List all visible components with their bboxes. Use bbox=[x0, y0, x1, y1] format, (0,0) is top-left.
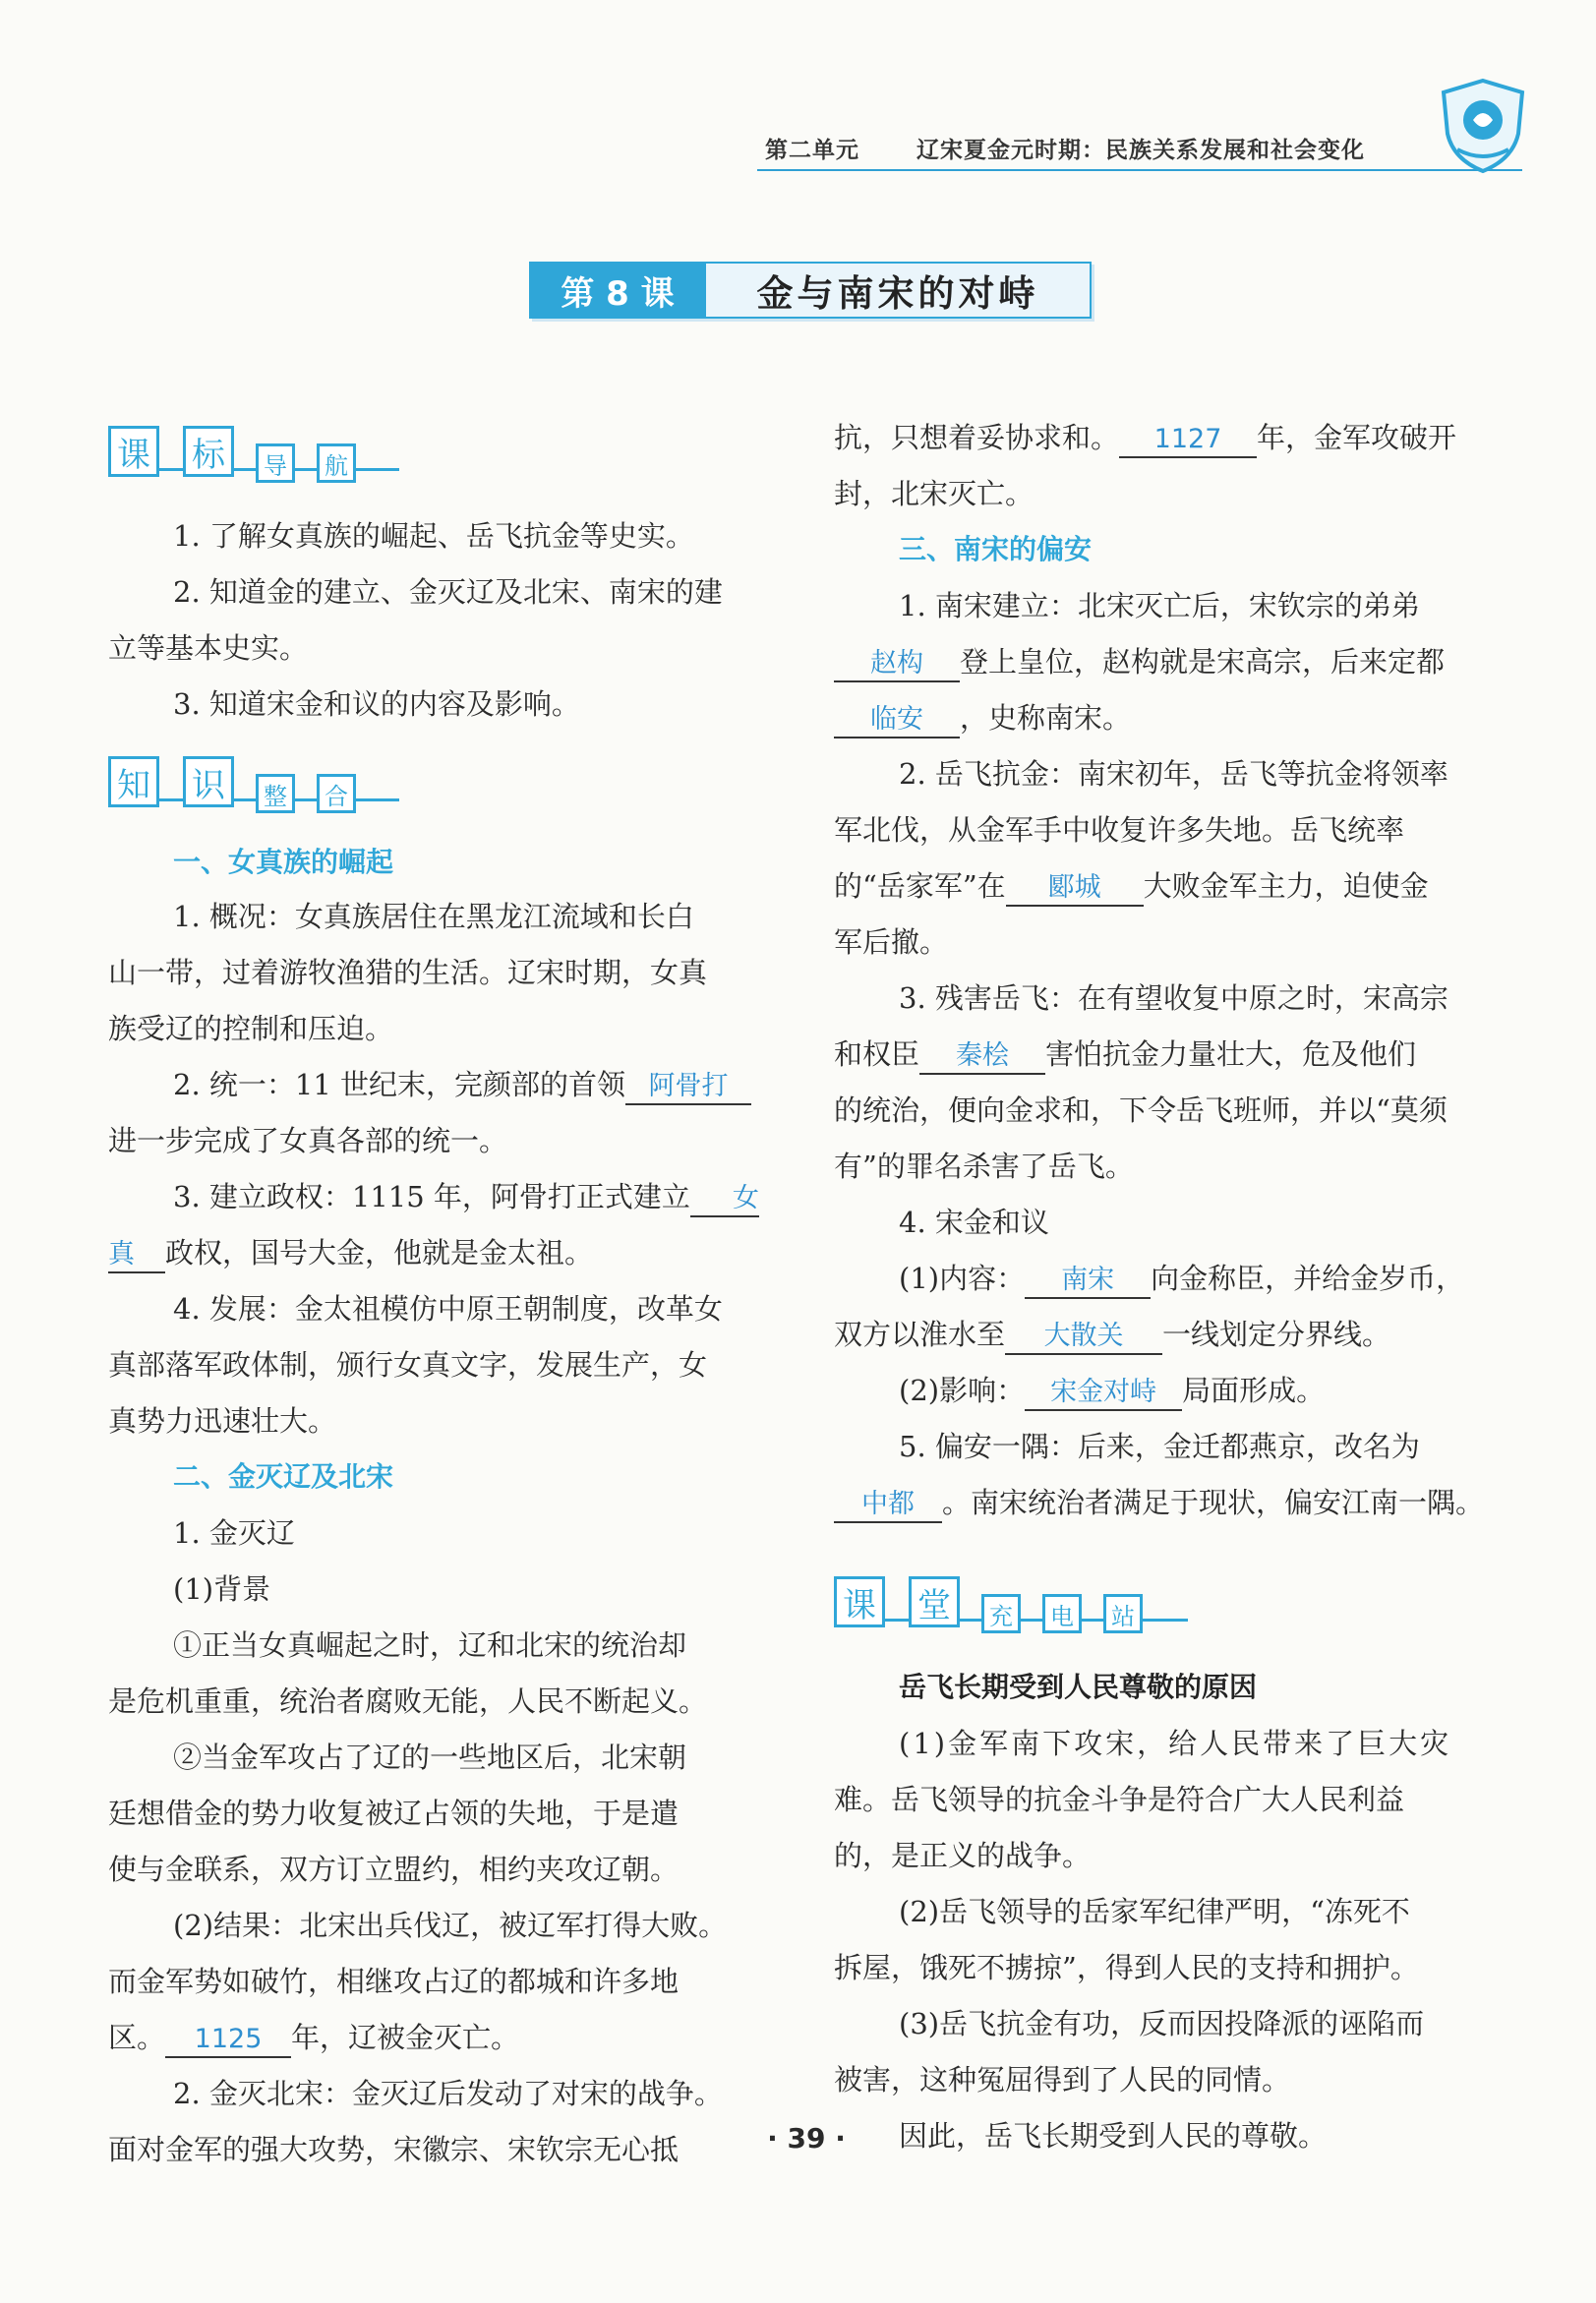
text-segment: 3. 建立政权：1115 年，阿骨打正式建立 bbox=[173, 1180, 690, 1213]
text-line: 2. 岳飞抗金：南宋初年，岳飞等抗金将领率 bbox=[899, 757, 1448, 791]
text-line bbox=[834, 1313, 1390, 1355]
lesson-title: 金与南宋的对峙 bbox=[706, 262, 1092, 319]
answer-blank: 郾城 bbox=[1006, 871, 1144, 907]
text-line bbox=[173, 1063, 751, 1105]
answer-blank: 女 bbox=[690, 1182, 759, 1217]
text-segment: 局面形成。 bbox=[1182, 1374, 1326, 1407]
tab-char: 课 bbox=[834, 1576, 885, 1627]
tab-char: 充 bbox=[981, 1594, 1021, 1633]
goal-2: 2. 知道金的建立、金灭辽及北宋、南宋的建 bbox=[173, 575, 723, 609]
text-line: 族受辽的控制和压迫。 bbox=[108, 1012, 394, 1045]
text-line: 1. 金灭辽 bbox=[173, 1516, 295, 1550]
text-segment: 2. 统一：11 世纪末，完颜部的首领 bbox=[173, 1068, 626, 1101]
section-1-heading: 一、女真族的崛起 bbox=[173, 846, 394, 878]
text-segment: (1)内容： bbox=[899, 1262, 1026, 1295]
text-line: 4. 发展：金太祖模仿中原王朝制度，改革女 bbox=[173, 1292, 723, 1326]
text-line: 封，北宋灭亡。 bbox=[834, 477, 1034, 510]
section-2-heading: 二、金灭辽及北宋 bbox=[173, 1460, 394, 1493]
text-line bbox=[899, 1257, 1464, 1299]
text-line: ①正当女真崛起之时，辽和北宋的统治却 bbox=[173, 1628, 687, 1662]
text-line bbox=[834, 1033, 1416, 1075]
text-segment: 。南宋统治者满足于现状，偏安江南一隅。 bbox=[942, 1486, 1485, 1519]
tab-char: 标 bbox=[183, 426, 234, 477]
text-line: 1. 南宋建立：北宋灭亡后，宋钦宗的弟弟 bbox=[899, 589, 1420, 622]
text-line: 3. 残害岳飞：在有望收复中原之时，宋高宗 bbox=[899, 981, 1448, 1015]
answer-blank: 真 bbox=[108, 1238, 165, 1273]
tab-char: 航 bbox=[317, 443, 356, 483]
text-line bbox=[834, 640, 1445, 682]
text-segment: 害怕抗金力量壮大，危及他们 bbox=[1045, 1037, 1417, 1071]
text-line: (2)结果：北宋出兵伐辽，被辽军打得大败。 bbox=[173, 1909, 728, 1942]
text-line: 的，是正义的战争。 bbox=[834, 1839, 1092, 1872]
text-line: (1)金军南下攻宋，给人民带来了巨大灾 bbox=[899, 1727, 1452, 1760]
text-line: 2. 金灭北宋：金灭辽后发动了对宋的战争。 bbox=[173, 2077, 723, 2110]
answer-blank: 南宋 bbox=[1025, 1264, 1151, 1299]
tab-char: 知 bbox=[108, 756, 159, 807]
text-line: 是危机重重，统治者腐败无能，人民不断起义。 bbox=[108, 1684, 708, 1718]
answer-blank: 秦桧 bbox=[919, 1039, 1045, 1075]
text-segment: 一线划定分界线。 bbox=[1162, 1318, 1391, 1351]
text-line: 的统治，便向金求和，下令岳飞班师，并以“莫须 bbox=[834, 1093, 1448, 1127]
text-line: 使与金联系，双方订立盟约，相约夹攻辽朝。 bbox=[108, 1853, 680, 1886]
goal-2-cont: 立等基本史实。 bbox=[108, 631, 309, 665]
text-segment: 政权，国号大金，他就是金太祖。 bbox=[165, 1236, 594, 1270]
text-line bbox=[834, 864, 1429, 907]
tab-char: 站 bbox=[1103, 1594, 1143, 1633]
text-line: 拆屋，饿死不掳掠”，得到人民的支持和拥护。 bbox=[834, 1951, 1419, 1984]
tab-class-charge bbox=[834, 1576, 1188, 1635]
text-line: 有”的罪名杀害了岳飞。 bbox=[834, 1150, 1134, 1183]
text-line bbox=[834, 1481, 1484, 1523]
answer-blank: 1125 bbox=[165, 2023, 291, 2058]
text-segment: 和权臣 bbox=[834, 1037, 920, 1071]
text-segment: 双方以淮水至 bbox=[834, 1318, 1006, 1351]
tab-char: 整 bbox=[256, 774, 295, 813]
text-segment: 的“岳家军”在 bbox=[834, 869, 1006, 903]
text-line bbox=[108, 1231, 593, 1273]
school-badge-icon bbox=[1436, 77, 1530, 175]
answer-blank: 中都 bbox=[834, 1488, 942, 1523]
text-segment: (2)影响： bbox=[899, 1374, 1026, 1407]
text-segment: 年，辽被金灭亡。 bbox=[291, 2021, 520, 2054]
answer-blank: 1127 bbox=[1119, 423, 1257, 458]
text-segment: 抗，只想着妥协求和。 bbox=[834, 421, 1120, 454]
answer-blank: 阿骨打 bbox=[625, 1070, 751, 1105]
tab-char: 识 bbox=[183, 756, 234, 807]
text-line: 面对金军的强大攻势，宋徽宗、宋钦宗无心抵 bbox=[108, 2133, 680, 2166]
text-line: 1. 概况：女真族居住在黑龙江流域和长白 bbox=[173, 900, 694, 933]
unit-topic: 辽宋夏金元时期：民族关系发展和社会变化 bbox=[916, 138, 1365, 163]
tab-char: 导 bbox=[256, 443, 295, 483]
text-line bbox=[834, 416, 1456, 458]
answer-blank: 宋金对峙 bbox=[1025, 1376, 1182, 1411]
section-3-heading: 三、南宋的偏安 bbox=[899, 533, 1093, 565]
text-line: 5. 偏安一隅：后来，金迁都燕京，改名为 bbox=[899, 1430, 1420, 1463]
text-line: (1)背景 bbox=[173, 1572, 271, 1606]
charge-heading: 岳飞长期受到人民尊敬的原因 bbox=[899, 1671, 1258, 1703]
text-segment: 登上皇位，赵构就是宋高宗，后来定都 bbox=[960, 645, 1446, 679]
answer-blank: 临安 bbox=[834, 703, 960, 738]
text-line: 4. 宋金和议 bbox=[899, 1206, 1049, 1239]
text-line: 廷想借金的势力收复被辽占领的失地，于是遣 bbox=[108, 1797, 680, 1830]
goal-1: 1. 了解女真族的崛起、岳飞抗金等史实。 bbox=[173, 519, 694, 553]
unit-label: 第二单元 bbox=[765, 138, 859, 163]
tab-char: 堂 bbox=[909, 1576, 960, 1627]
text-line: 难。岳飞领导的抗金斗争是符合广大人民利益 bbox=[834, 1783, 1405, 1816]
text-line: 被害，这种冤屈得到了人民的同情。 bbox=[834, 2063, 1291, 2096]
text-segment: 区。 bbox=[108, 2021, 166, 2054]
tab-char: 合 bbox=[317, 774, 356, 813]
text-line: 真部落军政体制，颁行女真文字，发展生产，女 bbox=[108, 1348, 708, 1382]
text-line: 山一带，过着游牧渔猎的生活。辽宋时期，女真 bbox=[108, 956, 708, 989]
text-line: 而金军势如破竹，相继攻占辽的都城和许多地 bbox=[108, 1965, 680, 1998]
answer-blank: 大散关 bbox=[1005, 1320, 1162, 1355]
lesson-title-box bbox=[529, 262, 1092, 319]
text-line: ②当金军攻占了辽的一些地区后，北宋朝 bbox=[173, 1741, 687, 1774]
tab-course-goals bbox=[108, 426, 399, 485]
text-line: (3)岳飞抗金有功，反而因投降派的诬陷而 bbox=[899, 2007, 1425, 2040]
text-line bbox=[899, 1369, 1325, 1411]
text-line: 因此，岳飞长期受到人民的尊敬。 bbox=[899, 2119, 1328, 2153]
tab-knowledge bbox=[108, 756, 399, 815]
answer-blank: 赵构 bbox=[834, 647, 960, 682]
lesson-number: 第 8 课 bbox=[529, 262, 706, 319]
text-line: 真势力迅速壮大。 bbox=[108, 1404, 337, 1438]
goal-3: 3. 知道宋金和议的内容及影响。 bbox=[173, 687, 580, 721]
text-line: 军后撤。 bbox=[834, 925, 949, 959]
text-line: 军北伐，从金军手中收复许多失地。岳飞统率 bbox=[834, 813, 1405, 847]
tab-char: 电 bbox=[1042, 1594, 1082, 1633]
text-line bbox=[108, 2016, 519, 2058]
page-number: · 39 · bbox=[767, 2122, 846, 2155]
text-line: (2)岳飞领导的岳家军纪律严明，“冻死不 bbox=[899, 1895, 1410, 1928]
text-segment: 向金称臣，并给金岁币， bbox=[1151, 1262, 1465, 1295]
tab-char: 课 bbox=[108, 426, 159, 477]
text-segment: 大败金军主力，迫使金 bbox=[1143, 869, 1429, 903]
running-header bbox=[757, 126, 1522, 171]
text-line bbox=[834, 696, 1131, 738]
text-segment: ，史称南宋。 bbox=[960, 701, 1132, 735]
text-segment: 年，金军攻破开 bbox=[1257, 421, 1457, 454]
text-line: 进一步完成了女真各部的统一。 bbox=[108, 1124, 508, 1157]
text-line bbox=[173, 1175, 759, 1217]
